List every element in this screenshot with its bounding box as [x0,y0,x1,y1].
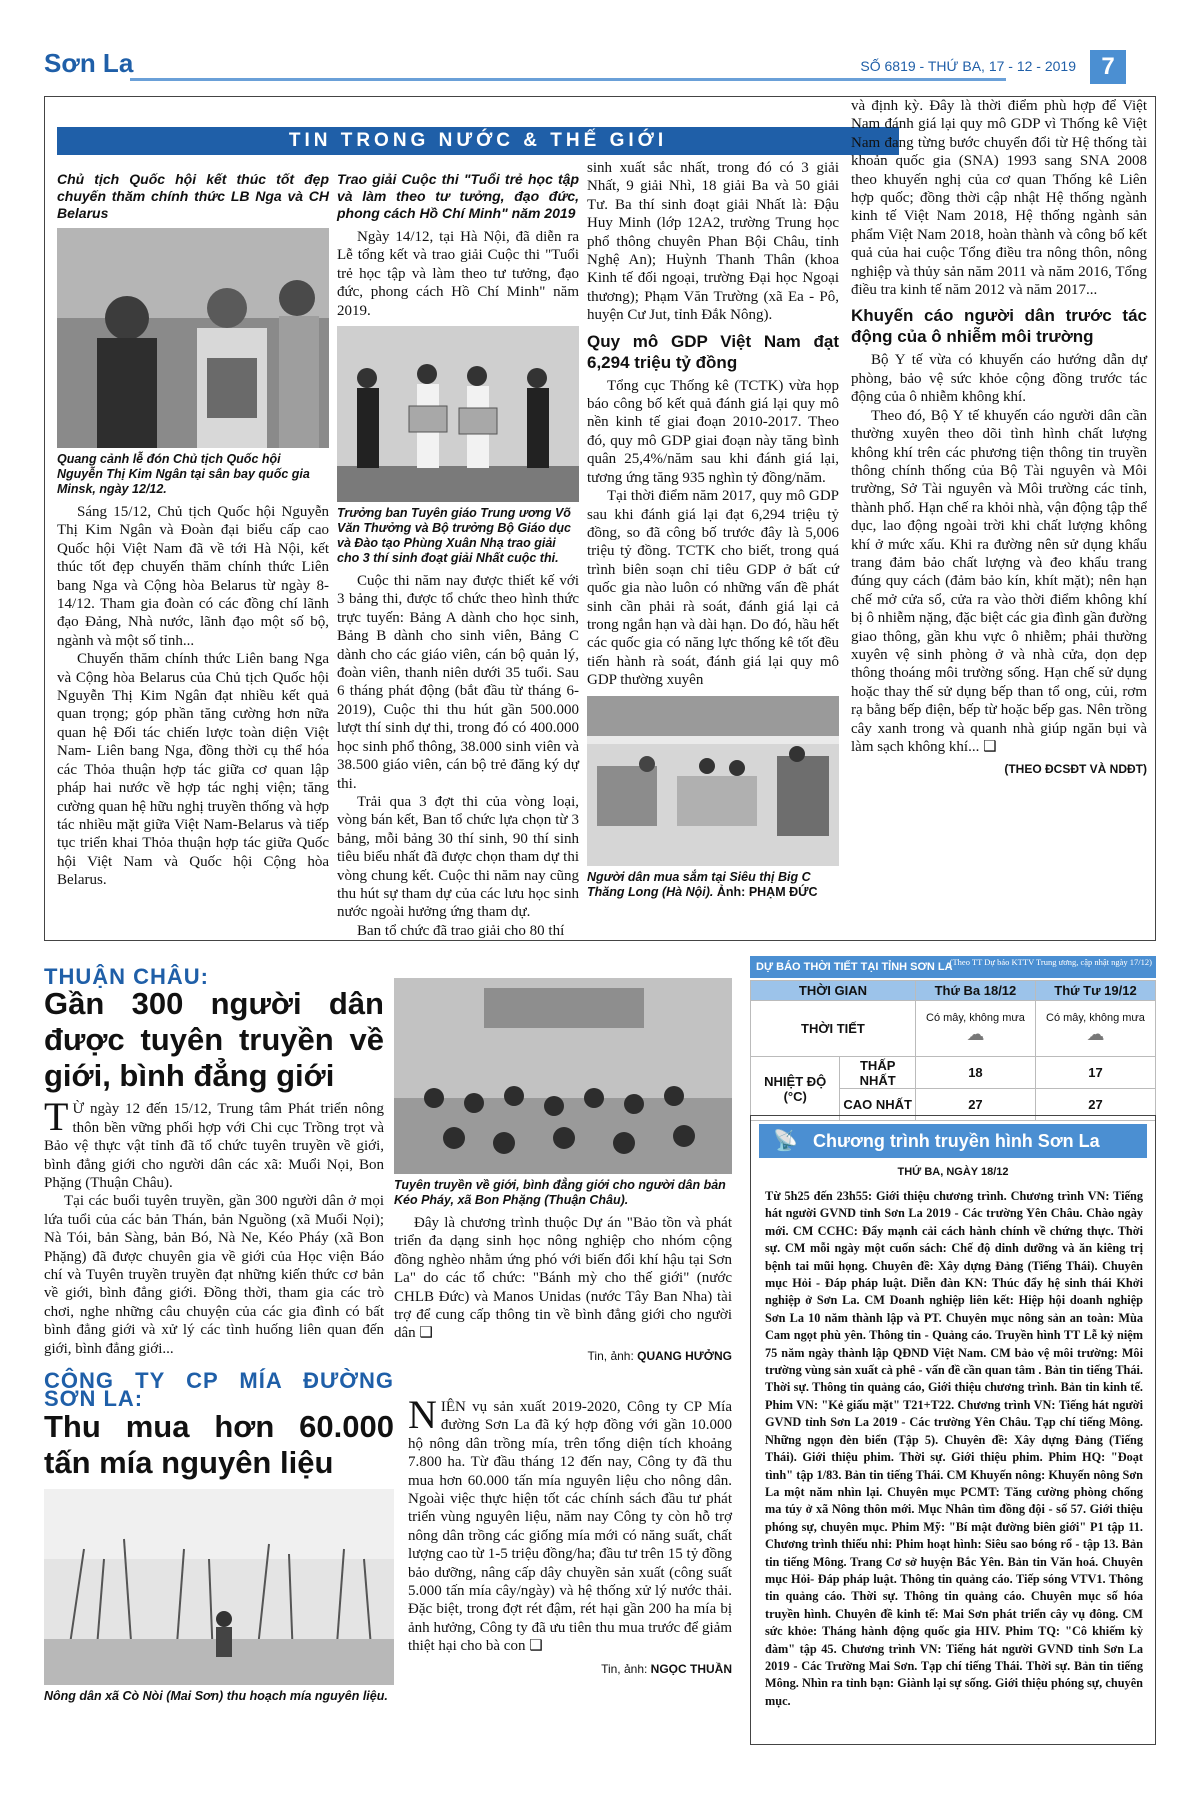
story-1-caption: Quang cảnh lễ đón Chủ tịch Quốc hội Nguyễn Thị Kim Ngân tại sân bay quốc gia Minsk, ngày 12/12. [57,452,310,496]
miaduong-paragraph: NIÊN vụ sản xuất 2019-2020, Công ty CP Mía đường Sơn La đã ký hợp đồng với gần 10.000 hộ nông dân trồng mía, trên tổng diện tích khoảng 7.800 ha. Từ đầu tháng 12 đến nay, Công ty đã thu mua hơn 60.000 tấn mía nguyên liệu cho nông dân. Ngoài việc thực hiện tốt các chính sách đầu tư phát triển vùng nguyên liệu, năm nay Công ty còn hỗ trợ nông dân trồng các giống mía mới có năng suất, chất lượng cao từ 1-5 triệu đồng/ha; đầu tư trên 15 tỷ đồng bảo dưỡng, nâng cấp dây chuyền sản xuất (công suất 5.000 tấn mía cây/ngày) và hệ thống xử lý nước thải. Đặc biệt, trong đợt rét đậm, rét hại gần 200 ha mía bị ảnh hưởng, Công ty đã ưu tiên thu mua trước để giảm thiệt hại cho bà con ❑ [408,1392,732,1655]
story-3-caption-text: Người dân mua sắm tại Siêu thị Big C Thăng Long (Hà Nội). [587,869,811,899]
story-4-source: (THEO ĐCSĐT VÀ NDĐT) [1004,762,1147,777]
page-number: 7 [1090,50,1126,84]
cloud-sun-icon: ☁ [966,1024,985,1044]
miaduong-credit-name: NGỌC THUẦN [650,1661,732,1676]
weather-condition [915,1001,1035,1057]
story-1 [57,171,329,890]
thuanchau-paragraph: Tại các buổi tuyên truyền, gần 300 người dân ở mọi lứa tuổi của các bản Thán, bản Nguồng (xã Muổi Nọi); Nà Tói, bản Sàng, bản Bó, Nà Ne, Kéo Pháy (xã Bon Phặng) đã được chuyên gia về giới của Học viện Báo chí và Tuyên truyền truyền đạt những kiến thức cơ bản về giới, bình đẳng giới. Đồng thời, tham gia các trò chơi, nghe những câu chuyện của các gia đình có bất bình đẳng giới và xử lý các tình huống liên quan đến giới, bình đẳng giới... [44,1193,384,1357]
story-2-caption: Trưởng ban Tuyên giáo Trung ương Võ Văn Thưởng và Bộ trưởng Bộ Giáo dục và Đào tạo Phùng Xuân Nhạ trao giải cho 3 thí sinh đoạt giải Nhất cuộc thi. [337,506,571,566]
weather-condition [1035,1001,1155,1057]
weather-high: 27 [1035,1089,1155,1121]
weather-day: Thứ Tư 19/12 [1035,981,1155,1001]
thuanchau-paragraph: Đây là chương trình thuộc Dự án "Bảo tồn và phát triển đa dạng sinh học nông nghiệp cho nhóm cộng đồng nghèo nhằm ứng phó với biến đổi khí hậu tại Sơn La" do các tổ chức: "Bánh mỳ cho thế giới" (nước CHLB Đức) và Manos Unidas (nước Tây Ban Nha) tài trợ để cung cấp thông tin về bình đẳng giới cho người dân ❑ [394,1215,732,1342]
tv-schedule [750,1115,1156,1745]
miaduong-credit-label: Tin, ảnh: [601,1661,648,1676]
story-2-paragraph: Trải qua 3 đợt thi của vòng loại, vòng bán kết, Ban tổ chức lựa chọn từ 3 bảng, mỗi bảng 30 thí sinh, 90 thí sinh tiêu biểu nhất đã được chọn tham dự thi vòng chung kết. Cuộc thi năm nay cũng thu hút sự tham dự của các lưu học sinh nước ngoài hưởng ứng tham dự. [337,793,579,921]
story-2-headline: Trao giải Cuộc thi "Tuổi trẻ học tập và làm theo tư tưởng, đạo đức, phong cách Hồ Chí Minh" năm 2019 [337,171,579,221]
cloud-sun-icon: ☁ [1086,1024,1105,1044]
weather-high-label: CAO NHẤT [840,1089,915,1121]
story-3-credit-name: PHẠM ĐỨC [748,884,818,899]
thuanchau-credit-label: Tin, ảnh: [587,1348,634,1363]
story-3-headline: Quy mô GDP Việt Nam đạt 6,294 triệu tỷ đồng [587,331,839,372]
story-2-paragraph: Ban tổ chức đã trao giải cho 80 thí [357,922,565,939]
thuanchau-credit [394,1347,732,1365]
thuanchau-photo-block [394,978,732,1365]
weather-conditions-label: THỜI TIẾT [751,1001,916,1057]
miaduong-credit [408,1660,732,1678]
weather-condition-text: Có mây, không mưa [1046,1012,1145,1024]
thuanchau-headline: Gần 300 người dân được tuyên truyền về giới, bình đẳng giới [44,986,384,1094]
thuanchau-caption: Tuyên truyền về giới, bình đẳng giới cho người dân bản Kéo Pháy, xã Bon Phặng (Thuận Châu). [394,1178,726,1207]
story-3 [587,159,839,906]
story-1-photo [57,228,329,448]
weather-condition-text: Có mây, không mưa [926,1012,1025,1024]
section-banner: TIN TRONG NƯỚC & THẾ GIỚI [57,127,899,155]
story-3-caption [587,870,839,900]
story-3-photo [587,696,839,866]
tv-date: THỨ BA, NGÀY 18/12 [897,1166,1009,1178]
story-1-paragraph: Chuyến thăm chính thức Liên bang Nga và Cộng hòa Belarus của Chủ tịch Quốc hội Nguyễn Thị Kim Ngân đạt nhiều kết quả quan trọng; góp phần tăng cường hơn nữa quan hệ Đối tác chiến lược toàn diện Việt Nam- Liên bang Nga, đồng thời cụ thể hóa các Thỏa thuận hợp tác giữa cơ quan lập pháp hai nước về hợp tác nghị viện; tăng cường quan hệ hữu nghị truyền thống và hợp tác nhiều mặt giữa Việt Nam-Belarus và tiếp tục triển khai Thỏa thuận hợp tác giữa Quốc hội Việt Nam và Quốc hội Cộng hòa Belarus. [57,651,329,889]
thuanchau-paragraph: TỪ ngày 12 đến 15/12, Trung tâm Phát triển nông thôn bền vững phối hợp với Chi cục Trồng trọt và Bảo vệ thực vật tỉnh đã tổ chức tuyên truyền về giới, bình đẳng giới cho người dân các xã: Muổi Nọi, Bon Phặng (Thuận Châu). [44,1094,384,1192]
miaduong-photo [44,1489,394,1685]
story-4-paragraph: Bộ Y tế vừa có khuyến cáo hướng dẫn dự phòng, bảo vệ sức khỏe cộng đồng trước tác động của ô nhiễm không khí. [851,352,1147,406]
story-2-paragraph: Cuộc thi năm nay được thiết kế với 3 bảng thi, được tổ chức theo hình thức trực tuyến: Bảng A dành cho học sinh, Bảng B dành cho sinh viên, Bảng C dành cho các giáo viên, cán bộ quản lý, đoàn viên, thanh niên dưới 35 tuổi. Sau 6 tháng phát động (bắt đầu từ tháng 6-2019), Cuộc thi thu hút gần 500.000 lượt thí sinh dự thi, trong đó có 400.000 học sinh phổ thông, 38.000 sinh viên và 38.500 giáo viên, cán bộ trẻ đăng ký dự thi. [337,573,579,792]
story-1-paragraph: Sáng 15/12, Chủ tịch Quốc hội Nguyễn Thị Kim Ngân và Đoàn đại biểu cấp cao Quốc hội Việt Nam đã về tới Hà Nội, kết thúc tốt đẹp chuyến thăm chính thức Liên bang Nga và Cộng hòa Belarus từ ngày 8-14/12. Tham gia đoàn có các đồng chí lãnh đạo Đảng, Nhà nước, lãnh đạo một số bộ, ngành và một số tỉnh... [57,504,329,649]
story-3-paragraph: Tại thời điểm năm 2017, quy mô GDP sau khi đánh giá lại đạt 6,294 triệu tỷ đồng, so đã công bố trước đây là 5,006 triệu tỷ đồng. TCTK cho biết, trong quá trình biên soạn chỉ tiêu GDP ở bất cứ quốc gia nào luôn có những vấn đề phát sinh cần phải rà soát, đánh giá lại cả trong ngắn hạn và dài hạn. Do đó, hầu hết các quốc gia có năng lực thống kê tốt đều tiến hành rà soát, đánh giá lại quy mô GDP thường xuyên [587,488,839,689]
thuanchau-photo [394,978,732,1174]
miaduong-headline: Thu mua hơn 60.000 tấn mía nguyên liệu [44,1408,394,1480]
weather-note: (Theo TT Dự báo KTTV Trung ương, cập nhật ngày 17/12) [949,957,1152,967]
masthead [44,48,1156,88]
weather-temp-label: NHIỆT ĐỘ (°C) [751,1057,840,1121]
weather-low: 18 [915,1057,1035,1089]
story-4 [851,97,1147,779]
story-4-headline: Khuyến cáo người dân trước tác động của ô nhiễm môi trường [851,306,1147,347]
weather-low: 17 [1035,1057,1155,1089]
tv-listing: Từ 5h25 đến 23h55: Giới thiệu chương trình. Chương trình VN: Tiếng hát người GVND tỉnh Sơn La 2019 - Các trường Yên Châu. Chào ngày mới. CM CCHC: Đẩy mạnh cải cách hành chính về chứng thực. Thời sự. CM mỗi ngày một cuốn sách: Chế độ dinh dưỡng và ăn kiêng trị bệnh tai mũi họng. Chuyên đề: Xây dựng Đảng (Tiếng Thái). Chuyên mục Hỏi - Đáp pháp luật. Diễn đàn KN: Thúc đẩy hệ sinh thái Khởi nghiệp ở Sơn La. CM Doanh nghiệp liên kết: Hiệp hội doanh nghiệp Sơn La 10 năm thành lập và PT. Chuyên mục nông sản an toàn: Mùa Cam ngọt phù yên. Thông tin - Quảng cáo. Truyền hình TT Lễ kỷ niệm 75 năm ngày thành lập QĐND Việt Nam. CM bảo vệ môi trường: Môi trường vùng sản xuất cà phê - vấn đề cần quan tâm . Bản tin tiếng Thái. Thời sự. Thông tin quảng cáo, Giới thiệu chương trình. Bản tin kinh tế. Phim VN: "Kẻ giấu mặt" T21+T22. Chương trình VN: Tiếng hát người GVND tỉnh Sơn La 2019 - Các trường Yên Châu. Tạp chí tiếng Mông. Những ngọn đèn biển (Tập 5). Chuyên đề: Xây dựng Đảng (Tiếng Thái). Giới thiệu phim. Thời sự. Giới thiệu phim. Phim HQ: "Đoạt tình" tập 1/83. Bản tin tiếng Thái. CM Khuyến nông: Khuyến nông Sơn La một năm nhìn lại. Chuyên mục PCMT: Tăng cường phòng chống ma túy ở xã Nông thôn mới. Mục Nhân tìm đồng đội - số 57. Giới thiệu phóng sự, chuyên mục. Phim Mỹ: "Bí mật đường biên giới" P1 tập 11. Chương trình thiếu nhi: Phim hoạt hình: Siêu sao bóng rổ - tập 13. Bản tin tiếng Mông. Trang Cơ sở huyện Bắc Yên. Bản tin Văn hoá. Chuyên mục Hỏi- Đáp pháp luật. Thông tin quảng cáo. Tiếp sóng VTV1. Thông tin quảng cáo. Thời sự. Thông tin quảng cáo. Chuyên mục số hóa truyền hình. Chuyên đề kinh tế: Mai Sơn phát triển cây vụ đông. CM sức khỏe: Tháng hành động quốc gia HIV. Phim TQ: "Cô khiếm kỳ đàm" tập 45. Chương trình VN: Tiếng hát người GVND tỉnh Sơn La 2019 - Các Trường Mai Sơn. Tạp chí tiếng Thái. Thời sự. Bản tin tiếng Mông. Nhìn ra tỉnh bạn: Giành lại sự sống. Giới thiệu phóng sự, chuyên mục. [765,1189,1143,1708]
weather-day: Thứ Ba 18/12 [915,981,1035,1001]
issue-info: SỐ 6819 - THỨ BA, 17 - 12 - 2019 [860,58,1076,74]
news-box [44,96,1156,941]
tv-title-bar [759,1124,1147,1158]
story-3-paragraph: Tổng cục Thống kê (TCTK) vừa họp báo công bố kết quả đánh giá lại quy mô nền kinh tế giai đoạn 2010-2017. Theo đó, quy mô GDP giai đoạn này tăng bình quân 25,4%/năm sau khi đánh giá lại, tương ứng tăng 935 nghìn tỷ đồng/năm. [587,377,839,486]
thuanchau-kicker: THUẬN CHÂU: [44,964,209,989]
thuanchau-story [44,964,384,1358]
story-3-credit-label: Ảnh: [716,884,746,899]
weather-high: 27 [915,1089,1035,1121]
weather-title: DỰ BÁO THỜI TIẾT TẠI TỈNH SƠN LA [750,956,1156,978]
miaduong-caption: Nông dân xã Cò Nòi (Mai Sơn) thu hoạch mía nguyên liệu. [44,1688,388,1703]
weather-table [750,980,1156,1121]
story-2-paragraph: Ngày 14/12, tại Hà Nội, đã diễn ra Lễ tổng kết và trao giải Cuộc thi "Tuổi trẻ học tập và làm theo tư tưởng, đạo đức, phong cách Hồ Chí Minh" năm 2019. [337,229,579,319]
miaduong-left [44,1368,394,1710]
section-name: Sơn La [44,48,134,78]
story-2 [337,171,579,940]
miaduong-right [408,1392,732,1678]
story-3-paragraph: và định kỳ. Đây là thời điểm phù hợp để Việt Nam đánh giá lại quy mô GDP vì Thống kê Việt Nam đang từng bước chuyển đổi từ Hệ thống tài khoản quốc gia (SNA) 1993 sang SNA 2008 theo khuyến nghị của cơ quan Thống kê Liên hợp quốc; đồng thời cập nhật Hệ thống ngành kinh tế Việt Nam 2018, Hệ thống ngành sản phẩm Việt Nam 2018, hoàn thành và công bố kết quả của hai cuộc Tổng điều tra nông thôn, nông nghiệp và thủy sản năm 2011 và năm 2016, Tổng điều tra kinh tế năm 2012 và năm 2017... [851,98,1147,299]
weather-low-label: THẤP NHẤT [840,1057,915,1089]
story-2-paragraph: sinh xuất sắc nhất, trong đó có 3 giải Nhất, 9 giải Nhì, 18 giải Ba và 50 giải Tư. Ba thí sinh đoạt giải Nhất là: Đậu Huy Minh (lớp 12A2, trường Trung học phổ thông chuyên Phan Bội Châu, tỉnh Nghệ An); Huỳnh Thanh Thân (khoa Kinh tế đối ngoại, trường Đại học Ngoại thương); Phạm Văn Trường (xã Ea - Pô, huyện Cư Jut, tỉnh Đắk Nông). [587,160,839,324]
story-2-photo [337,326,579,502]
miaduong-kicker: CÔNG TY CP MÍA ĐƯỜNG SƠN LA: [44,1368,394,1412]
masthead-rule [130,78,1006,81]
story-1-headline: Chủ tịch Quốc hội kết thúc tốt đẹp chuyến thăm chính thức LB Nga và CH Belarus [57,171,329,221]
weather-time-label: THỜI GIAN [751,981,916,1001]
story-4-paragraph: Theo đó, Bộ Y tế khuyến cáo người dân cần thường xuyên theo dõi tình hình chất lượng không khí trên các phương tiện thông tin truyền thông chính thống của Bộ Tài nguyên và Môi trường, Sở Tài nguyên và Môi trường các tỉnh, thành phố. Hạn chế ra khỏi nhà, vận động tập thể dục, lao động ngoài trời khi chất lượng không khí ở mức xấu. Khi ra đường nên sử dụng khẩu trang đảm bảo chất lượng và đeo khẩu trang đúng quy cách (đảm bảo kín, khít mặt); nên hạn chế mở cửa sổ, cửa ra vào thời điểm không khí bị ô nhiễm nặng, đặc biệt các gia đình gần đường giao thông, gần khu vực ô nhiễm; phải thường xuyên vệ sinh phòng ở và nhà cửa, dọn dẹp thông thoáng môi trường sống. Hạn chế sử dụng hoặc thay thế sử dụng bếp than tổ ong, củi, rơm rạ bằng bếp điện, bếp từ hoặc bếp gas. Nên trồng cây xanh trong và quanh nhà giúp ngăn bụi và làm sạch không khí... ❑ [851,407,1147,755]
antenna-icon: 📡 [773,1130,798,1152]
thuanchau-credit-name: QUANG HƯỞNG [637,1348,732,1363]
tv-title: Chương trình truyền hình Sơn La [813,1131,1100,1151]
